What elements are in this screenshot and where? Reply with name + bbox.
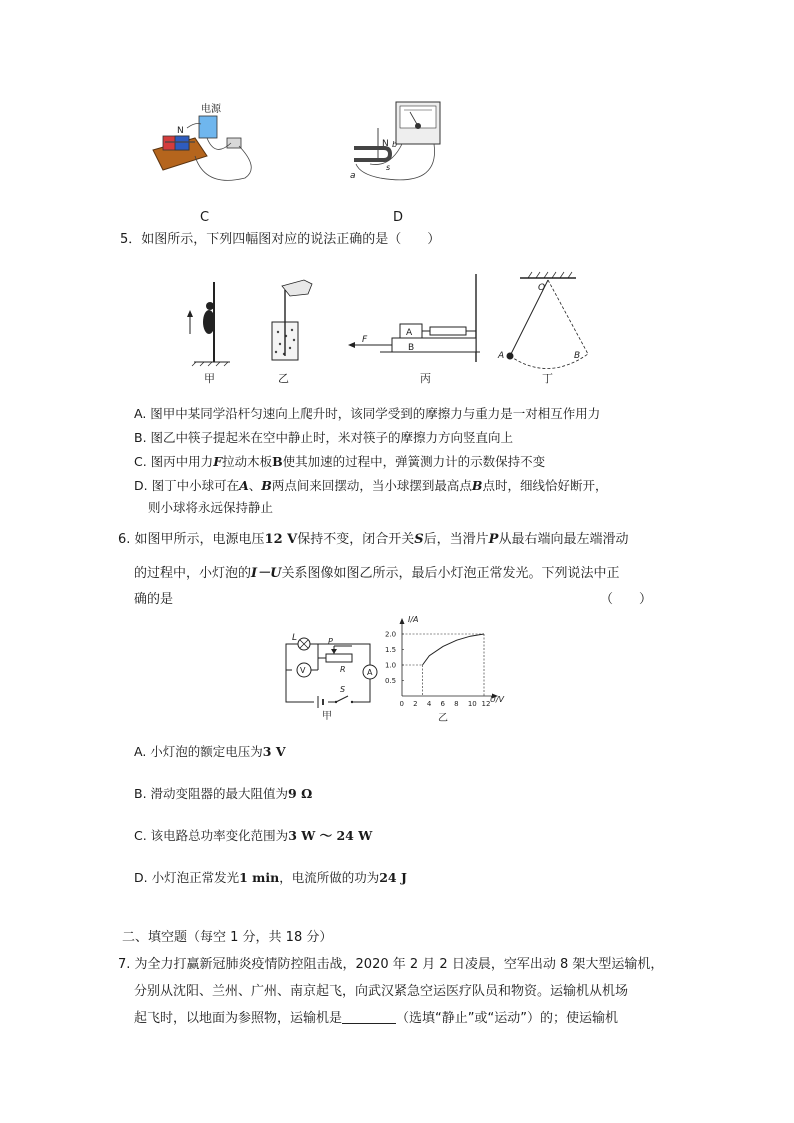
q6-line1-pre: 6. 如图甲所示，电源电压 — [118, 532, 265, 547]
q7-answer-blank[interactable] — [342, 1009, 396, 1024]
q6-option-d-pre: D. 小灯泡正常发光 — [134, 870, 240, 885]
d-s-label: s — [386, 163, 391, 172]
q5-option-d-pre: D. 图丁中小球可在 — [134, 478, 240, 493]
q6-circuit-L: L — [292, 633, 298, 643]
iu-x-tick-4: 8 — [454, 700, 459, 708]
q5-option-c-mid: 拉动木板 — [222, 454, 273, 469]
q6-circuit-caption: 甲 — [322, 711, 332, 720]
q6-circuit-P: P — [328, 637, 333, 646]
q5-option-d-b2: B — [471, 478, 483, 493]
q5-option-b: B. 图乙中筷子提起米在空中静止时，米对筷子的摩擦力方向竖直向上 — [134, 430, 514, 445]
q5-option-c-b: B — [272, 454, 283, 469]
figure-d — [340, 98, 450, 188]
q5-option-d-post: 点时，细线恰好断开， — [482, 478, 608, 493]
q5-option-d-mid: 两点间来回摆动，当小球摆到最高点 — [271, 478, 472, 493]
q6-option-d-val: 1 min — [239, 870, 280, 885]
q5-fig-label-ding: 丁 — [542, 372, 553, 385]
q5-fig-letter-pB: B — [574, 351, 581, 361]
iu-x-tick-6: 12 — [481, 700, 491, 708]
q7-line3 — [134, 1009, 618, 1029]
q6-line1-post: 从最右端向最左端滑动 — [498, 532, 629, 547]
iu-x-tick-2: 4 — [426, 700, 432, 708]
q5-fig-letter-O: O — [538, 283, 546, 293]
figure-c — [135, 98, 265, 188]
q5-option-c — [134, 452, 545, 472]
q6-option-b-pre: B. 滑动变阻器的最大阻值为 — [134, 786, 289, 801]
q5-fig-letter-A: A — [406, 328, 413, 338]
q5-fig-label-bing: 丙 — [420, 372, 431, 385]
q6-line2 — [134, 564, 619, 584]
q6-line1-switch: S — [414, 532, 424, 547]
q6-iu-chart — [384, 612, 514, 724]
q5-option-d-cont: 则小球将永远保持静止 — [148, 500, 274, 515]
q6-option-d-val2: 24 J — [379, 870, 407, 885]
d-b-label: b — [392, 140, 398, 149]
iu-x-tick-1: 2 — [413, 700, 418, 708]
iu-y-tick-2: 1.5 — [385, 646, 397, 654]
iu-y-tick-0: 0.5 — [385, 677, 397, 685]
q6-line2-post: 关系图像如图乙所示，最后小灯泡正常发光。下列说法中正 — [281, 566, 620, 581]
q6-option-c-val: 3 W ～ 24 W — [288, 828, 373, 843]
q6-answer-bracket: （ ） — [600, 592, 653, 607]
iu-x-tick-5: 10 — [467, 700, 477, 708]
q6-option-b — [134, 784, 312, 804]
q7-line3-pre: 起飞时，以地面为参照物，运输机是 — [134, 1011, 343, 1026]
q6-option-b-val: 9 Ω — [288, 786, 313, 801]
q6-option-a-val: 3 V — [262, 744, 286, 759]
q6-option-d-mid: ，电流所做的功为 — [279, 870, 380, 885]
q6-line1-mid: 保持不变，闭合开关 — [297, 532, 415, 547]
q5-option-c-pre: C. 图丙中用力 — [134, 454, 214, 469]
q5-fig-letter-F: F — [362, 335, 368, 345]
q6-line1 — [118, 530, 628, 550]
q6-option-a-pre: A. 小灯泡的额定电压为 — [134, 744, 263, 759]
q6-option-c-pre: C. 该电路总功率变化范围为 — [134, 828, 289, 843]
figure-c-label: C — [200, 210, 210, 225]
q6-option-d — [134, 868, 407, 888]
q6-option-a — [134, 742, 286, 762]
q5-option-d-sep: 、 — [248, 478, 262, 493]
q7-line2: 分别从沈阳、兰州、广州、南京起飞，向武汉紧急空运医疗队员和物资。运输机从机场 — [134, 984, 629, 999]
q5-stem: 5．如图所示，下列四幅图对应的说法正确的是（ ） — [120, 232, 441, 247]
d-n-label: N — [382, 139, 389, 149]
q6-circuit-V: V — [300, 666, 306, 675]
q5-option-d-a: A — [239, 478, 249, 493]
q7-line1: 7. 为全力打赢新冠肺炎疫情防控阻击战，2020 年 2 月 2 日凌晨，空军出动 8 架大型运输机， — [118, 957, 664, 972]
q5-figures — [180, 270, 610, 390]
q5-fig-letter-pA: A — [498, 351, 505, 361]
q6-line1-mid2: 后，当滑片 — [423, 532, 489, 547]
iu-y-tick-3: 2.0 — [385, 630, 397, 639]
q5-option-c-post: 使其加速的过程中，弹簧测力计的示数保持不变 — [282, 454, 546, 469]
section-2-title: 二、填空题（每空 1 分，共 18 分） — [122, 930, 333, 945]
iu-xlabel: U/V — [490, 695, 505, 704]
q5-fig-label-jia: 甲 — [204, 372, 215, 385]
q6-circuit-S: S — [340, 685, 346, 694]
q6-option-c — [134, 826, 372, 846]
q5-option-c-f: F — [213, 454, 223, 469]
iu-x-tick-3: 6 — [440, 700, 445, 708]
q5-option-d — [134, 476, 607, 496]
q6-circuit — [278, 630, 388, 720]
q7-line3-post: （选填“静止”或“运动”）的；使运输机 — [396, 1011, 618, 1026]
q6-line2-pre: 的过程中，小灯泡的 — [134, 566, 252, 581]
c-n-label: N — [177, 126, 184, 136]
q6-circuit-R: R — [340, 665, 346, 674]
q6-line3: 确的是 — [134, 592, 174, 607]
iu-curve — [423, 634, 485, 665]
q6-line1-voltage: 12 V — [264, 532, 298, 547]
q5-fig-letter-B: B — [408, 343, 415, 353]
iu-y-tick-1: 1.0 — [385, 661, 397, 670]
figure-d-label: D — [393, 210, 404, 225]
iu-ylabel: I/A — [408, 615, 419, 624]
iu-y-arrow — [400, 618, 405, 624]
q6-line2-iu: I－U — [251, 566, 282, 581]
q6-line1-slider: P — [488, 532, 499, 547]
d-a-label: a — [350, 171, 356, 181]
iu-caption: 乙 — [438, 713, 448, 724]
c-power-label: 电源 — [201, 104, 221, 115]
q5-option-a: A. 图甲中某同学沿杆匀速向上爬升时，该同学受到的摩擦力与重力是一对相互作用力 — [134, 406, 601, 421]
q5-option-d-b: B — [261, 478, 272, 493]
q5-fig-label-yi: 乙 — [278, 372, 289, 385]
q6-circuit-A: A — [367, 668, 373, 677]
iu-x-tick-0: 0 — [399, 700, 404, 708]
